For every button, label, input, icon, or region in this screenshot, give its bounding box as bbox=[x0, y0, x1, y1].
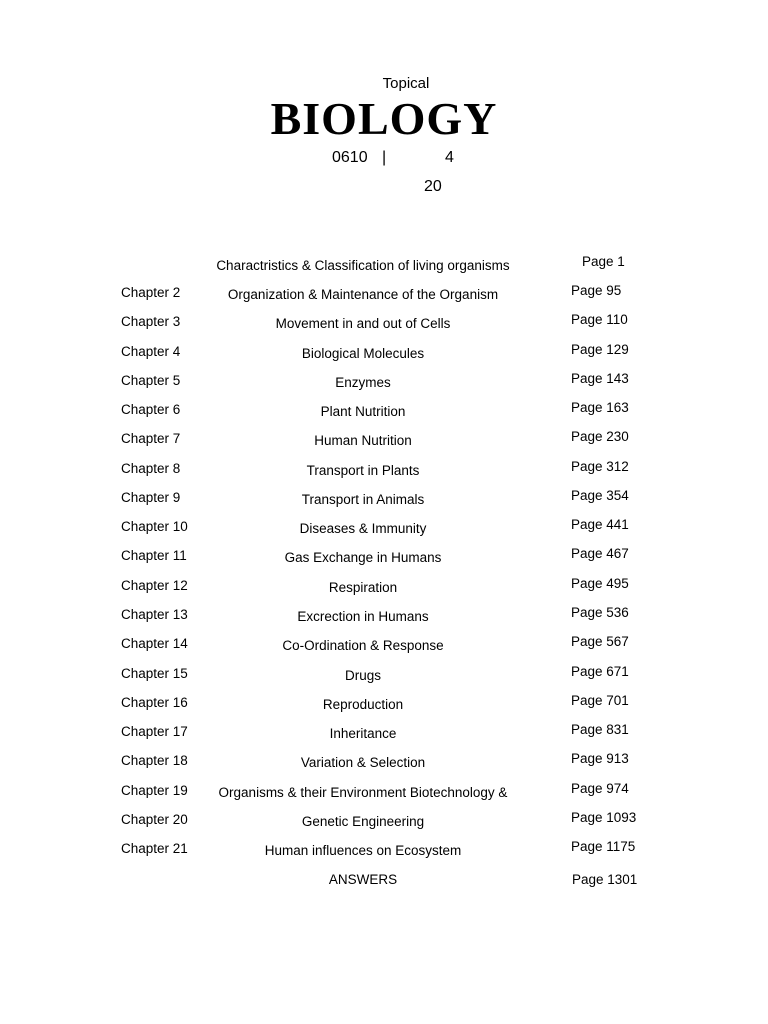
chapter-label: Chapter 14 bbox=[121, 636, 188, 651]
chapter-label: Chapter 20 bbox=[121, 812, 188, 827]
page-number: Page 913 bbox=[571, 751, 629, 766]
toc-row bbox=[0, 841, 768, 863]
chapter-topic: Organisms & their Environment Biotechnology & bbox=[218, 785, 508, 800]
chapter-topic: Movement in and out of Cells bbox=[275, 316, 451, 331]
chapter-topic: Gas Exchange in Humans bbox=[284, 550, 442, 565]
chapter-topic: Biological Molecules bbox=[301, 346, 425, 361]
year: 20 bbox=[424, 178, 442, 195]
chapter-label: Chapter 2 bbox=[121, 285, 181, 300]
chapter-topic: Charactristics & Classification of living organisms bbox=[216, 258, 510, 273]
toc-row bbox=[0, 753, 768, 775]
toc-row bbox=[0, 812, 768, 834]
toc-row bbox=[0, 314, 768, 336]
chapter-topic: Transport in Animals bbox=[301, 492, 425, 507]
chapter-topic: Variation & Selection bbox=[300, 755, 426, 770]
chapter-topic: Transport in Plants bbox=[306, 463, 420, 478]
chapter-topic: Enzymes bbox=[335, 375, 391, 390]
page-number: Page 163 bbox=[571, 400, 629, 415]
chapter-label: Chapter 4 bbox=[121, 344, 181, 359]
chapter-label: Chapter 5 bbox=[121, 373, 181, 388]
chapter-topic: Inheritance bbox=[329, 726, 397, 741]
syllabus-code: 0610 bbox=[332, 149, 368, 166]
chapter-label: Chapter 10 bbox=[121, 519, 188, 534]
toc-row bbox=[0, 548, 768, 570]
page-number: Page 701 bbox=[571, 693, 629, 708]
toc-row bbox=[0, 431, 768, 453]
page-number: Page 831 bbox=[571, 722, 629, 737]
toc-row bbox=[0, 490, 768, 512]
toc-row bbox=[0, 724, 768, 746]
toc-row bbox=[0, 402, 768, 424]
chapter-topic: Excrection in Humans bbox=[297, 609, 429, 624]
toc-row bbox=[0, 461, 768, 483]
toc-row bbox=[0, 344, 768, 366]
toc-row bbox=[0, 373, 768, 395]
separator: | bbox=[382, 149, 387, 166]
chapter-topic: Organization & Maintenance of the Organism bbox=[227, 287, 499, 302]
chapter-label: Chapter 7 bbox=[121, 431, 181, 446]
toc-row bbox=[0, 285, 768, 307]
page-number: Page 354 bbox=[571, 488, 629, 503]
chapter-label: Chapter 11 bbox=[121, 548, 187, 563]
chapter-topic: Co-Ordination & Response bbox=[282, 638, 444, 653]
chapter-label: Chapter 12 bbox=[121, 578, 188, 593]
page-number: Page 230 bbox=[571, 429, 629, 444]
chapter-label: Chapter 8 bbox=[121, 461, 181, 476]
chapter-topic: Human influences on Ecosystem bbox=[264, 843, 462, 858]
toc-row bbox=[0, 783, 768, 805]
toc-row bbox=[0, 607, 768, 629]
toc-row bbox=[0, 578, 768, 600]
chapter-label: Chapter 18 bbox=[121, 753, 188, 768]
page-number: Page 312 bbox=[571, 459, 629, 474]
page-number: Page 974 bbox=[571, 781, 629, 796]
page-number: Page 495 bbox=[571, 576, 629, 591]
page-number: Page 1093 bbox=[571, 810, 637, 825]
page-number: Page 536 bbox=[571, 605, 629, 620]
chapter-topic: Genetic Engineering bbox=[301, 814, 425, 829]
page-number: Page 110 bbox=[571, 312, 628, 327]
chapter-topic: Diseases & Immunity bbox=[299, 521, 427, 536]
chapter-topic: Human Nutrition bbox=[314, 433, 412, 448]
toc-row bbox=[0, 695, 768, 717]
chapter-topic: ANSWERS bbox=[328, 872, 398, 887]
toc-row bbox=[0, 666, 768, 688]
chapter-topic: Plant Nutrition bbox=[320, 404, 406, 419]
chapter-label: Chapter 15 bbox=[121, 666, 188, 681]
page-number: Page 671 bbox=[571, 664, 629, 679]
paper-number: 4 bbox=[445, 149, 454, 166]
chapter-label: Chapter 3 bbox=[121, 314, 181, 329]
chapter-label: Chapter 16 bbox=[121, 695, 188, 710]
page-number: Page 95 bbox=[571, 283, 622, 298]
chapter-topic: Reproduction bbox=[322, 697, 404, 712]
toc-row bbox=[0, 256, 768, 278]
chapter-label: Chapter 19 bbox=[121, 783, 188, 798]
page-number: Page 129 bbox=[571, 342, 629, 357]
toc-row bbox=[0, 872, 768, 894]
chapter-topic: Drugs bbox=[344, 668, 381, 683]
page-number: Page 567 bbox=[571, 634, 629, 649]
page-number: Page 1 bbox=[582, 254, 625, 269]
chapter-topic: Respiration bbox=[328, 580, 398, 595]
toc-row bbox=[0, 519, 768, 541]
page-number: Page 467 bbox=[571, 546, 629, 561]
toc-row bbox=[0, 636, 768, 658]
page-number: Page 441 bbox=[571, 517, 629, 532]
chapter-label: Chapter 6 bbox=[121, 402, 181, 417]
chapter-label: Chapter 17 bbox=[121, 724, 188, 739]
subtitle: Topical bbox=[382, 75, 430, 92]
page-title: BIOLOGY bbox=[270, 93, 498, 144]
page-number: Page 1301 bbox=[572, 872, 638, 887]
chapter-label: Chapter 9 bbox=[121, 490, 181, 505]
page-number: Page 1175 bbox=[571, 839, 636, 854]
chapter-label: Chapter 13 bbox=[121, 607, 188, 622]
page-number: Page 143 bbox=[571, 371, 629, 386]
chapter-label: Chapter 21 bbox=[121, 841, 188, 856]
